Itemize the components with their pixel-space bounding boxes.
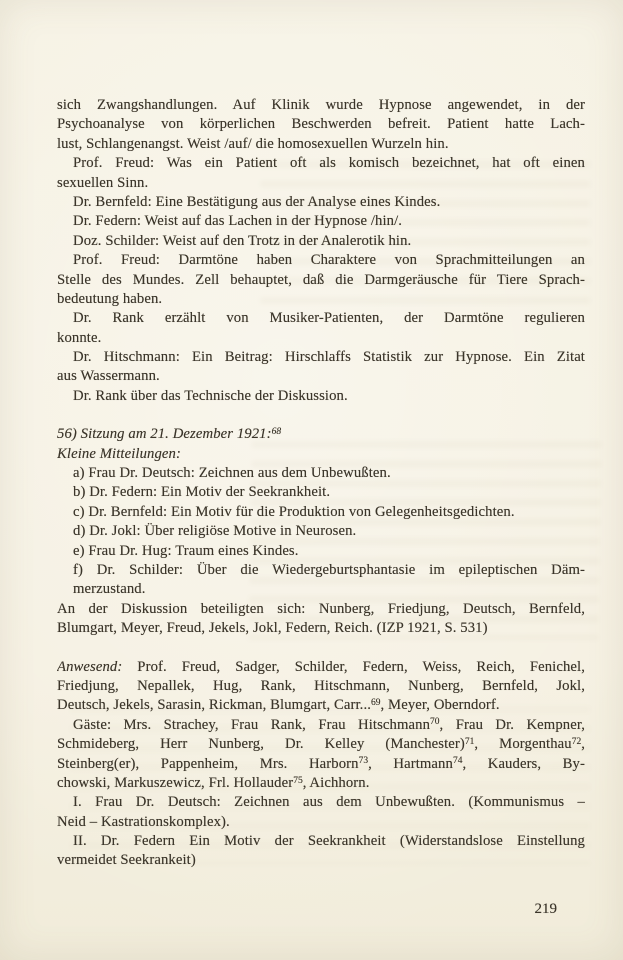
text-line: Blumgart, Meyer, Freud, Jekels, Jokl, Federn, Reich. (IZP 1921, S. 531)	[57, 620, 488, 637]
text-line: a) Frau Dr. Deutsch: Zeichnen aus dem Unbewußten.	[73, 465, 391, 482]
text-line: Dr. Rank über das Technische der Diskussion.	[73, 387, 348, 404]
text-line: sexuellen Sinn.	[57, 174, 149, 191]
text-line: Dr. Bernfeld: Eine Bestätigung aus der Analyse eines Kindes.	[73, 193, 441, 210]
text-line: II. Dr. Federn Ein Motiv der Seekrankheit (Widerstandslose Einstellung	[73, 833, 585, 850]
text-line: d) Dr. Jokl: Über religiöse Motive in Neurosen.	[73, 523, 357, 540]
paragraph	[57, 716, 585, 794]
text-line: Anwesend: Prof. Freud, Sadger, Schilder, Federn, Weiss, Reich, Fenichel,	[57, 658, 585, 675]
text-line: Kleine Mitteilungen:	[57, 445, 181, 462]
text-line: Dr. Rank erzählt von Musiker-Patienten, der Darmtöne regulieren	[73, 310, 585, 327]
page-text	[57, 96, 585, 871]
text-line: Gäste: Mrs. Strachey, Frau Rank, Frau Hitschmann$^{70}$, Frau Dr. Kempner,	[73, 716, 585, 733]
text-line: b) Dr. Federn: Ein Motiv der Seekrankheit.	[73, 484, 331, 501]
paragraph	[57, 154, 585, 193]
paragraph	[57, 561, 585, 600]
text-line: Prof. Freud: Was ein Patient oft als komisch bezeichnet, hat oft einen	[73, 155, 585, 172]
text-line: sich Zwangshandlungen. Auf Klinik wurde Hypnose angewendet, in der	[57, 97, 585, 113]
text-line: Dr. Hitschmann: Ein Beitrag: Hirschlaffs Statistik zur Hypnose. Ein Zitat	[73, 349, 585, 366]
paragraph	[57, 309, 585, 348]
page-number: 219	[534, 901, 557, 917]
text-line: konnte.	[57, 329, 102, 346]
paragraph	[57, 793, 585, 832]
text-line: e) Frau Dr. Hug: Traum eines Kindes.	[73, 542, 299, 559]
text-line: f) Dr. Schilder: Über die Wiedergeburtsphantasie im epileptischen Däm-	[73, 561, 585, 578]
paragraph	[57, 348, 585, 387]
paragraph	[57, 212, 585, 231]
paragraph	[57, 658, 585, 716]
text-line: chowski, Markuszewicz, Frl. Hollauder$^{75}$, Aichhorn.	[57, 774, 370, 791]
paragraph	[57, 425, 585, 444]
paragraph	[57, 232, 585, 251]
text-line: Doz. Schilder: Weist auf den Trotz in der Analerotik hin.	[73, 232, 412, 249]
text-line: 56) Sitzung am 21. Dezember 1921:$^{68}$	[57, 426, 282, 443]
text-line: I. Frau Dr. Deutsch: Zeichnen aus dem Unbewußten. (Kommunismus –	[73, 794, 585, 811]
text-line: Deutsch, Jekels, Sarasin, Rickman, Blumgart, Carr...$^{69}$, Meyer, Oberndorf.	[57, 697, 500, 714]
paragraph	[57, 193, 585, 212]
paragraph	[57, 464, 585, 483]
text-line: Friedjung, Nepallek, Hug, Rank, Hitschmann, Nunberg, Bernfeld, Jokl,	[57, 677, 585, 694]
paragraph	[57, 503, 585, 522]
text-line: c) Dr. Bernfeld: Ein Motiv für die Produktion von Gelegenheitsgedichten.	[73, 503, 515, 520]
paragraph	[57, 522, 585, 541]
paragraph	[57, 251, 585, 309]
text-line: vermeidet Seekrankeit)	[57, 852, 196, 869]
paragraph	[57, 387, 585, 406]
paragraph	[57, 445, 585, 464]
text-line: lust, Schlangenangst. Weist /auf/ die homosexuellen Wurzeln hin.	[57, 135, 449, 152]
text-line: Stelle des Mundes. Zell behauptet, daß die Darmgeräusche für Tiere Sprach-	[57, 271, 585, 288]
text-line: Schmideberg, Herr Nunberg, Dr. Kelley (Manchester)$^{71}$, Morgenthau$^{72}$,	[57, 736, 585, 753]
text-line: bedeutung haben.	[57, 290, 163, 307]
paragraph	[57, 542, 585, 561]
text-line: merzustand.	[73, 581, 146, 598]
text-line: aus Wassermann.	[57, 368, 160, 385]
text-line: Steinberg(er), Pappenheim, Mrs. Harborn$^{73}$, Hartmann$^{74}$, Kauders, By-	[57, 755, 585, 772]
text-line: Dr. Federn: Weist auf das Lachen in der Hypnose /hin/.	[73, 213, 403, 230]
paragraph	[57, 96, 585, 154]
text-line: Psychoanalyse von körperlichen Beschwerden befreit. Patient hatte Lach-	[57, 116, 585, 133]
text-line: An der Diskussion beteiligten sich: Nunberg, Friedjung, Deutsch, Bernfeld,	[57, 600, 585, 617]
text-line: Neid – Kastrationskomplex).	[57, 813, 230, 830]
paragraph	[57, 832, 585, 871]
text-line: Prof. Freud: Darmtöne haben Charaktere von Sprachmitteilungen an	[73, 252, 585, 269]
paragraph	[57, 483, 585, 502]
paragraph	[57, 600, 585, 639]
